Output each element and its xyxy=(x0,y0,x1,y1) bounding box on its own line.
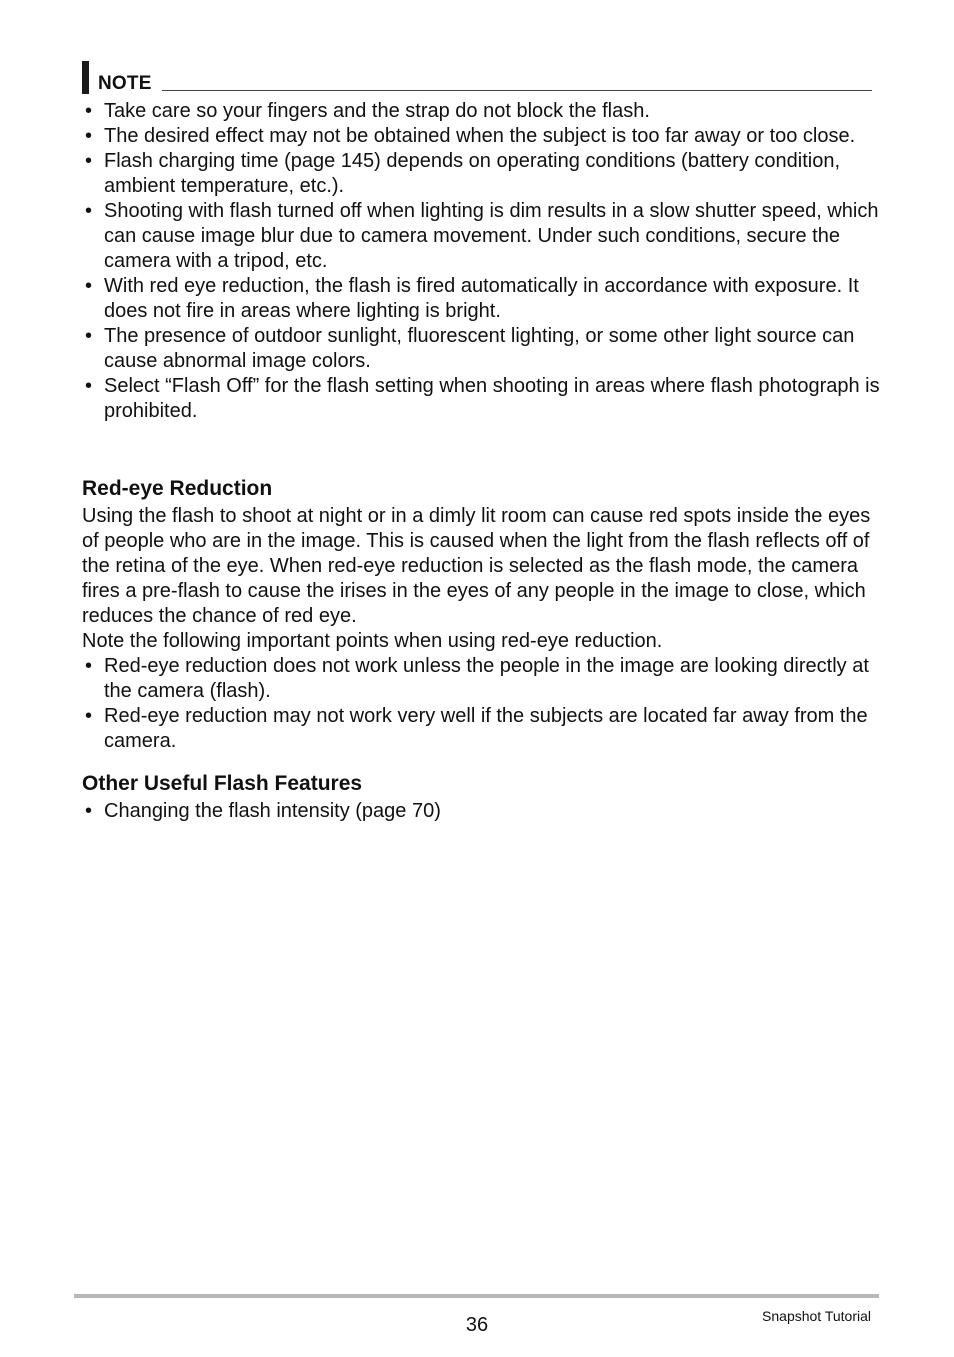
bullet-icon: • xyxy=(85,100,93,122)
bullet-icon: • xyxy=(85,705,93,727)
bullet-icon: • xyxy=(85,655,93,677)
note-item-text: The presence of outdoor sunlight, fluorescent lighting, or some other light source can cause abnormal image colors. xyxy=(104,325,855,372)
note-item xyxy=(82,149,882,199)
note-label: NOTE xyxy=(98,73,152,94)
bullet-icon: • xyxy=(85,150,93,172)
note-item-text: Shooting with flash turned off when lighting is dim results in a slow shutter speed, which can cause image blur due to camera movement. Under such conditions, secure the camera with a tripod, etc. xyxy=(104,200,879,272)
note-item xyxy=(82,99,882,124)
red-eye-item-text: Red-eye reduction may not work very well if the subjects are located far away from the camera. xyxy=(104,705,868,752)
note-item-text: Take care so your fingers and the strap do not block the flash. xyxy=(104,100,650,122)
page-number: 36 xyxy=(465,1314,489,1336)
other-features-list xyxy=(82,799,882,824)
bullet-icon: • xyxy=(85,200,93,222)
other-features-item-text: Changing the flash intensity (page 70) xyxy=(104,800,441,822)
other-features-item xyxy=(82,799,882,824)
bullet-icon: • xyxy=(85,325,93,347)
note-item xyxy=(82,199,882,274)
red-eye-item xyxy=(82,654,882,704)
note-list xyxy=(82,99,882,424)
footer-rule xyxy=(74,1294,879,1298)
bullet-icon: • xyxy=(85,125,93,147)
note-bar xyxy=(82,61,89,94)
note-header xyxy=(82,61,872,93)
note-item-text: With red eye reduction, the flash is fired automatically in accordance with exposure. It does not fire in areas where lighting is bright. xyxy=(104,275,859,322)
note-rule xyxy=(162,90,872,91)
red-eye-item-text: Red-eye reduction does not work unless the people in the image are looking directly at the camera (flash). xyxy=(104,655,869,702)
note-item-text: Flash charging time (page 145) depends on operating conditions (battery condition, ambient temperature, etc.). xyxy=(104,150,841,197)
note-item xyxy=(82,274,882,324)
section-name: Snapshot Tutorial xyxy=(762,1308,871,1324)
bullet-icon: • xyxy=(85,275,93,297)
note-item-text: The desired effect may not be obtained when the subject is too far away or too close. xyxy=(104,125,856,147)
note-item xyxy=(82,324,882,374)
red-eye-item xyxy=(82,704,882,754)
note-item xyxy=(82,374,882,424)
bullet-icon: • xyxy=(85,800,93,822)
red-eye-paragraph: Using the flash to shoot at night or in a dimly lit room can cause red spots inside the eyes of people who are in the image. This is caused when the light from the flash reflects off of the retina of the eye. When red-eye reduction is selected as the flash mode, the camera fires a pre-flash to cause the irises in the eyes of any people in the image to close, which reduces the chance of red eye. xyxy=(82,505,871,627)
red-eye-intro: Note the following important points when using red-eye reduction. xyxy=(82,630,663,652)
red-eye-list xyxy=(82,654,882,754)
note-item-text: Select “Flash Off” for the flash setting when shooting in areas where flash photograph is prohibited. xyxy=(104,375,880,422)
red-eye-heading: Red-eye Reduction xyxy=(82,477,273,500)
other-features-heading: Other Useful Flash Features xyxy=(82,772,363,795)
note-item xyxy=(82,124,882,149)
bullet-icon: • xyxy=(85,375,93,397)
